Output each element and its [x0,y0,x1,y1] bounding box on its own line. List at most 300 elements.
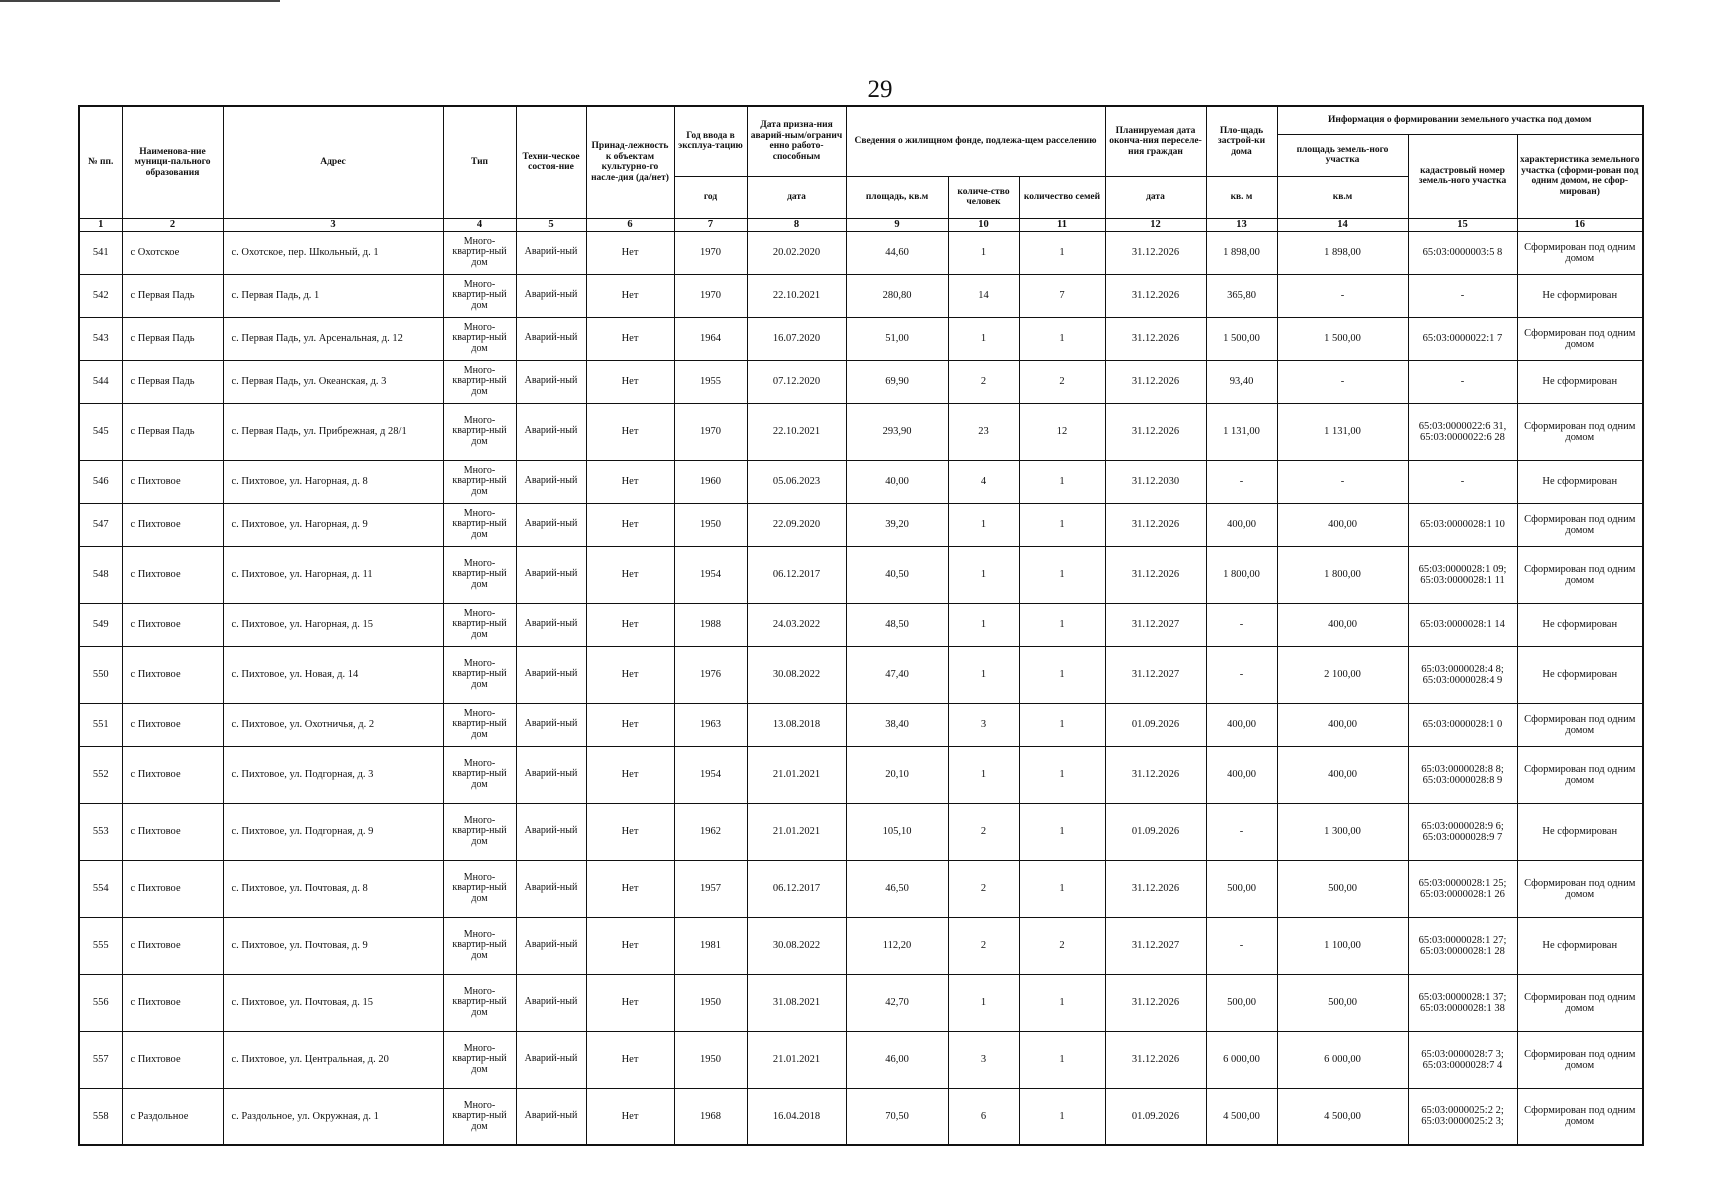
column-number: 9 [846,218,948,231]
cell-municipality: с Пихтовое [122,703,223,746]
cell-emergency-date: 06.12.2017 [747,546,846,603]
header-type: Тип [443,106,516,218]
cell-living-area: 69,90 [846,360,948,403]
cell-emergency-date: 06.12.2017 [747,860,846,917]
cell-people-count: 4 [948,460,1019,503]
table-row [79,703,1643,746]
cell-land-area: 500,00 [1277,860,1408,917]
cell-cadastral-number: 65:03:0000028:8 8; 65:03:0000028:8 9 [1408,746,1517,803]
cell-people-count: 3 [948,703,1019,746]
table-row [79,317,1643,360]
cell-built-area: - [1206,917,1277,974]
cell-year-built: 1954 [674,746,747,803]
cell-living-area: 38,40 [846,703,948,746]
header-cadastral: кадастровый номер земель-ного участка [1408,134,1517,218]
cell-heritage: Нет [586,746,674,803]
cell-heritage: Нет [586,917,674,974]
cell-planned-date: 31.12.2026 [1105,317,1206,360]
cell-people-count: 1 [948,746,1019,803]
cell-people-count: 1 [948,503,1019,546]
cell-condition: Аварий-ный [516,274,586,317]
cell-building-type: Много-квартир-ный дом [443,360,516,403]
table-row [79,546,1643,603]
cell-built-area: 4 500,00 [1206,1088,1277,1145]
cell-condition: Аварий-ный [516,546,586,603]
column-number: 8 [747,218,846,231]
cell-emergency-date: 30.08.2022 [747,646,846,703]
cell-living-area: 293,90 [846,403,948,460]
header-families-sub: количество семей [1019,176,1105,218]
cell-living-area: 280,80 [846,274,948,317]
column-number: 5 [516,218,586,231]
cell-emergency-date: 22.09.2020 [747,503,846,546]
cell-built-area: 1 131,00 [1206,403,1277,460]
table-row [79,503,1643,546]
cell-municipality: с Охотское [122,231,223,274]
cell-condition: Аварий-ный [516,603,586,646]
cell-heritage: Нет [586,460,674,503]
cell-row-number: 555 [79,917,122,974]
cell-planned-date: 31.12.2026 [1105,746,1206,803]
cell-year-built: 1976 [674,646,747,703]
cell-people-count: 1 [948,546,1019,603]
cell-year-built: 1957 [674,860,747,917]
table-row [79,860,1643,917]
cell-address: с. Первая Падь, ул. Океанская, д. 3 [223,360,443,403]
cell-planned-date: 01.09.2026 [1105,703,1206,746]
cell-living-area: 112,20 [846,917,948,974]
cell-families-count: 2 [1019,360,1105,403]
column-number: 10 [948,218,1019,231]
cell-planned-date: 31.12.2027 [1105,603,1206,646]
cell-emergency-date: 21.01.2021 [747,803,846,860]
cell-planned-date: 31.12.2026 [1105,974,1206,1031]
cell-families-count: 1 [1019,503,1105,546]
cell-built-area: 1 800,00 [1206,546,1277,603]
table-row [79,460,1643,503]
column-number: 15 [1408,218,1517,231]
header-num: № пп. [79,106,122,218]
cell-municipality: с Пихтовое [122,1031,223,1088]
cell-built-area: - [1206,460,1277,503]
table-row [79,360,1643,403]
cell-row-number: 556 [79,974,122,1031]
cell-built-area: - [1206,803,1277,860]
header-area-sub: площадь, кв.м [846,176,948,218]
cell-built-area: 365,80 [1206,274,1277,317]
cell-municipality: с Пихтовое [122,860,223,917]
cell-row-number: 549 [79,603,122,646]
cell-building-type: Много-квартир-ный дом [443,1088,516,1145]
cell-land-area: 1 800,00 [1277,546,1408,603]
cell-land-area: 1 300,00 [1277,803,1408,860]
cell-cadastral-number: 65:03:0000028:1 25; 65:03:0000028:1 26 [1408,860,1517,917]
table-row [79,274,1643,317]
cell-land-status: Не сформирован [1517,803,1643,860]
cell-condition: Аварий-ный [516,917,586,974]
cell-built-area: - [1206,646,1277,703]
cell-planned-date: 31.12.2026 [1105,546,1206,603]
cell-people-count: 3 [948,1031,1019,1088]
cell-land-area: 1 100,00 [1277,917,1408,974]
cell-land-status: Не сформирован [1517,646,1643,703]
cell-building-type: Много-квартир-ный дом [443,546,516,603]
cell-heritage: Нет [586,1031,674,1088]
header-municipality: Наименова-ние муници-пального образования [122,106,223,218]
cell-condition: Аварий-ный [516,746,586,803]
column-number: 13 [1206,218,1277,231]
cell-people-count: 23 [948,403,1019,460]
cell-condition: Аварий-ный [516,460,586,503]
cell-built-area: 400,00 [1206,703,1277,746]
cell-cadastral-number: - [1408,460,1517,503]
cell-planned-date: 31.12.2026 [1105,231,1206,274]
cell-emergency-date: 31.08.2021 [747,974,846,1031]
header-housing: Сведения о жилищном фонде, подлежа-щем расселению [846,106,1105,176]
header-date-sub: дата [747,176,846,218]
cell-planned-date: 31.12.2027 [1105,917,1206,974]
cell-condition: Аварий-ный [516,860,586,917]
cell-year-built: 1950 [674,1031,747,1088]
cell-people-count: 2 [948,860,1019,917]
cell-municipality: с Раздольное [122,1088,223,1145]
cell-land-status: Сформирован под одним домом [1517,231,1643,274]
cell-planned-date: 31.12.2026 [1105,860,1206,917]
header-land-char: характеристика земельного участка (сформи-рован под одним домом, не сфор-мирован) [1517,134,1643,218]
column-number: 3 [223,218,443,231]
column-number: 2 [122,218,223,231]
header-land-area: площадь земель-ного участка [1277,134,1408,176]
cell-built-area: 500,00 [1206,974,1277,1031]
cell-year-built: 1950 [674,974,747,1031]
cell-building-type: Много-квартир-ный дом [443,603,516,646]
cell-living-area: 47,40 [846,646,948,703]
cell-address: с. Пихтовое, ул. Нагорная, д. 11 [223,546,443,603]
cell-built-area: 400,00 [1206,746,1277,803]
cell-people-count: 14 [948,274,1019,317]
cell-row-number: 550 [79,646,122,703]
cell-living-area: 44,60 [846,231,948,274]
cell-built-area: 93,40 [1206,360,1277,403]
cell-heritage: Нет [586,403,674,460]
column-number: 11 [1019,218,1105,231]
cell-built-area: - [1206,603,1277,646]
cell-living-area: 20,10 [846,746,948,803]
cell-planned-date: 31.12.2026 [1105,403,1206,460]
cell-heritage: Нет [586,317,674,360]
cell-land-area: - [1277,460,1408,503]
cell-building-type: Много-квартир-ный дом [443,860,516,917]
top-rule [0,0,280,2]
cell-emergency-date: 24.03.2022 [747,603,846,646]
cell-heritage: Нет [586,360,674,403]
cell-year-built: 1964 [674,317,747,360]
cell-row-number: 557 [79,1031,122,1088]
cell-address: с. Первая Падь, ул. Арсенальная, д. 12 [223,317,443,360]
cell-land-status: Сформирован под одним домом [1517,860,1643,917]
cell-heritage: Нет [586,274,674,317]
cell-built-area: 400,00 [1206,503,1277,546]
page-number: 29 [867,76,893,103]
cell-address: с. Пихтовое, ул. Нагорная, д. 8 [223,460,443,503]
cell-cadastral-number: 65:03:0000028:1 0 [1408,703,1517,746]
table-body [79,231,1643,1145]
cell-families-count: 1 [1019,603,1105,646]
cell-building-type: Много-квартир-ный дом [443,503,516,546]
table-row [79,746,1643,803]
cell-families-count: 1 [1019,703,1105,746]
cell-land-status: Сформирован под одним домом [1517,1031,1643,1088]
cell-planned-date: 31.12.2027 [1105,646,1206,703]
cell-condition: Аварий-ный [516,360,586,403]
cell-cadastral-number: 65:03:0000025:2 2; 65:03:0000025:2 3; [1408,1088,1517,1145]
cell-land-status: Сформирован под одним домом [1517,746,1643,803]
cell-built-area: 500,00 [1206,860,1277,917]
cell-year-built: 1950 [674,503,747,546]
cell-building-type: Много-квартир-ный дом [443,317,516,360]
cell-year-built: 1981 [674,917,747,974]
cell-row-number: 547 [79,503,122,546]
cell-cadastral-number: 65:03:0000028:1 27; 65:03:0000028:1 28 [1408,917,1517,974]
column-number: 4 [443,218,516,231]
cell-living-area: 51,00 [846,317,948,360]
column-numbers-row [79,218,1643,231]
column-number: 16 [1517,218,1643,231]
cell-land-area: 1 898,00 [1277,231,1408,274]
cell-municipality: с Пихтовое [122,974,223,1031]
cell-land-status: Сформирован под одним домом [1517,403,1643,460]
column-number: 12 [1105,218,1206,231]
header-date: Дата призна-ния аварий-ным/огранич енно работо-способным [747,106,846,176]
cell-families-count: 1 [1019,974,1105,1031]
table-row [79,403,1643,460]
cell-cadastral-number: 65:03:0000028:1 14 [1408,603,1517,646]
cell-cadastral-number: 65:03:0000028:4 8; 65:03:0000028:4 9 [1408,646,1517,703]
cell-condition: Аварий-ный [516,403,586,460]
cell-row-number: 543 [79,317,122,360]
cell-condition: Аварий-ный [516,231,586,274]
cell-emergency-date: 13.08.2018 [747,703,846,746]
cell-families-count: 7 [1019,274,1105,317]
cell-building-type: Много-квартир-ный дом [443,646,516,703]
cell-municipality: с Первая Падь [122,274,223,317]
cell-cadastral-number: 65:03:0000028:1 37; 65:03:0000028:1 38 [1408,974,1517,1031]
cell-condition: Аварий-ный [516,646,586,703]
cell-address: с. Пихтовое, ул. Новая, д. 14 [223,646,443,703]
header-land-area-sub: кв.м [1277,176,1408,218]
cell-living-area: 46,50 [846,860,948,917]
cell-cadastral-number: - [1408,360,1517,403]
cell-living-area: 48,50 [846,603,948,646]
cell-families-count: 1 [1019,803,1105,860]
cell-municipality: с Пихтовое [122,917,223,974]
header-heritage: Принад-лежность к объектам культурно-го насле-дия (да/нет) [586,106,674,218]
column-number: 7 [674,218,747,231]
cell-land-status: Не сформирован [1517,917,1643,974]
cell-living-area: 40,00 [846,460,948,503]
cell-address: с. Первая Падь, ул. Прибрежная, д 28/1 [223,403,443,460]
cell-emergency-date: 07.12.2020 [747,360,846,403]
cell-municipality: с Пихтовое [122,746,223,803]
cell-land-area: 400,00 [1277,503,1408,546]
cell-condition: Аварий-ный [516,1031,586,1088]
cell-heritage: Нет [586,974,674,1031]
cell-living-area: 42,70 [846,974,948,1031]
cell-land-status: Сформирован под одним домом [1517,546,1643,603]
cell-cadastral-number: 65:03:0000022:1 7 [1408,317,1517,360]
cell-building-type: Много-квартир-ный дом [443,231,516,274]
cell-building-type: Много-квартир-ный дом [443,1031,516,1088]
cell-row-number: 552 [79,746,122,803]
cell-year-built: 1968 [674,1088,747,1145]
cell-land-status: Сформирован под одним домом [1517,317,1643,360]
cell-address: с. Пихтовое, ул. Нагорная, д. 9 [223,503,443,546]
cell-building-type: Много-квартир-ный дом [443,403,516,460]
cell-year-built: 1970 [674,403,747,460]
cell-land-area: 500,00 [1277,974,1408,1031]
cell-land-status: Не сформирован [1517,274,1643,317]
cell-planned-date: 31.12.2026 [1105,503,1206,546]
cell-land-area: 1 500,00 [1277,317,1408,360]
cell-year-built: 1962 [674,803,747,860]
table-row [79,1088,1643,1145]
cell-municipality: с Пихтовое [122,646,223,703]
cell-building-type: Много-квартир-ный дом [443,803,516,860]
cell-land-status: Не сформирован [1517,603,1643,646]
cell-row-number: 542 [79,274,122,317]
cell-address: с. Охотское, пер. Школьный, д. 1 [223,231,443,274]
cell-land-area: 400,00 [1277,703,1408,746]
header-year: Год ввода в эксплуа-тацию [674,106,747,176]
cell-row-number: 551 [79,703,122,746]
table-row [79,603,1643,646]
cell-municipality: с Пихтовое [122,803,223,860]
cell-emergency-date: 05.06.2023 [747,460,846,503]
cell-row-number: 546 [79,460,122,503]
cell-municipality: с Первая Падь [122,317,223,360]
cell-municipality: с Пихтовое [122,603,223,646]
cell-land-area: 6 000,00 [1277,1031,1408,1088]
cell-people-count: 2 [948,917,1019,974]
cell-families-count: 1 [1019,231,1105,274]
cell-cadastral-number: 65:03:0000003:5 8 [1408,231,1517,274]
cell-families-count: 1 [1019,646,1105,703]
cell-families-count: 1 [1019,546,1105,603]
cell-row-number: 544 [79,360,122,403]
cell-families-count: 1 [1019,860,1105,917]
cell-emergency-date: 21.01.2021 [747,746,846,803]
cell-planned-date: 01.09.2026 [1105,803,1206,860]
table-row [79,974,1643,1031]
column-number: 14 [1277,218,1408,231]
table-row [79,231,1643,274]
cell-row-number: 558 [79,1088,122,1145]
cell-building-type: Много-квартир-ный дом [443,460,516,503]
cell-address: с. Первая Падь, д. 1 [223,274,443,317]
cell-condition: Аварий-ный [516,974,586,1031]
header-planned: Планируемая дата оконча-ния переселе-ния граждан [1105,106,1206,176]
header-condition: Техни-ческое состоя-ние [516,106,586,218]
cell-condition: Аварий-ный [516,503,586,546]
column-number: 6 [586,218,674,231]
cell-municipality: с Пихтовое [122,460,223,503]
cell-condition: Аварий-ный [516,1088,586,1145]
cell-building-type: Много-квартир-ный дом [443,274,516,317]
cell-year-built: 1954 [674,546,747,603]
table-row [79,1031,1643,1088]
housing-register-table [78,105,1644,1146]
header-built-area: Пло-щадь застрой-ки дома [1206,106,1277,176]
cell-land-area: - [1277,360,1408,403]
header-address: Адрес [223,106,443,218]
cell-people-count: 2 [948,803,1019,860]
cell-year-built: 1988 [674,603,747,646]
cell-year-built: 1963 [674,703,747,746]
cell-families-count: 12 [1019,403,1105,460]
cell-building-type: Много-квартир-ный дом [443,917,516,974]
cell-year-built: 1970 [674,274,747,317]
cell-year-built: 1955 [674,360,747,403]
cell-living-area: 105,10 [846,803,948,860]
cell-living-area: 46,00 [846,1031,948,1088]
cell-address: с. Пихтовое, ул. Нагорная, д. 15 [223,603,443,646]
cell-cadastral-number: 65:03:0000028:9 6; 65:03:0000028:9 7 [1408,803,1517,860]
cell-emergency-date: 16.07.2020 [747,317,846,360]
cell-row-number: 553 [79,803,122,860]
cell-planned-date: 31.12.2026 [1105,360,1206,403]
cell-cadastral-number: 65:03:0000028:7 3; 65:03:0000028:7 4 [1408,1031,1517,1088]
cell-building-type: Много-квартир-ный дом [443,974,516,1031]
cell-families-count: 1 [1019,317,1105,360]
cell-living-area: 40,50 [846,546,948,603]
cell-address: с. Пихтовое, ул. Почтовая, д. 15 [223,974,443,1031]
header-year-sub: год [674,176,747,218]
cell-families-count: 1 [1019,1088,1105,1145]
cell-heritage: Нет [586,546,674,603]
cell-cadastral-number: 65:03:0000022:6 31, 65:03:0000022:6 28 [1408,403,1517,460]
cell-families-count: 2 [1019,917,1105,974]
cell-people-count: 6 [948,1088,1019,1145]
header-people-sub: количе-ство человек [948,176,1019,218]
cell-row-number: 541 [79,231,122,274]
cell-land-area: 1 131,00 [1277,403,1408,460]
cell-heritage: Нет [586,860,674,917]
cell-emergency-date: 22.10.2021 [747,403,846,460]
cell-people-count: 1 [948,603,1019,646]
column-number: 1 [79,218,122,231]
table-row [79,917,1643,974]
cell-year-built: 1960 [674,460,747,503]
cell-municipality: с Первая Падь [122,403,223,460]
cell-condition: Аварий-ный [516,703,586,746]
cell-emergency-date: 21.01.2021 [747,1031,846,1088]
cell-families-count: 1 [1019,1031,1105,1088]
cell-emergency-date: 16.04.2018 [747,1088,846,1145]
cell-building-type: Много-квартир-ный дом [443,703,516,746]
cell-built-area: 6 000,00 [1206,1031,1277,1088]
cell-land-area: 400,00 [1277,603,1408,646]
cell-land-area: 400,00 [1277,746,1408,803]
cell-row-number: 548 [79,546,122,603]
cell-heritage: Нет [586,1088,674,1145]
cell-families-count: 1 [1019,460,1105,503]
cell-municipality: с Первая Падь [122,360,223,403]
cell-land-status: Сформирован под одним домом [1517,974,1643,1031]
cell-people-count: 1 [948,646,1019,703]
cell-living-area: 70,50 [846,1088,948,1145]
cell-row-number: 545 [79,403,122,460]
cell-address: с. Пихтовое, ул. Подгорная, д. 3 [223,746,443,803]
